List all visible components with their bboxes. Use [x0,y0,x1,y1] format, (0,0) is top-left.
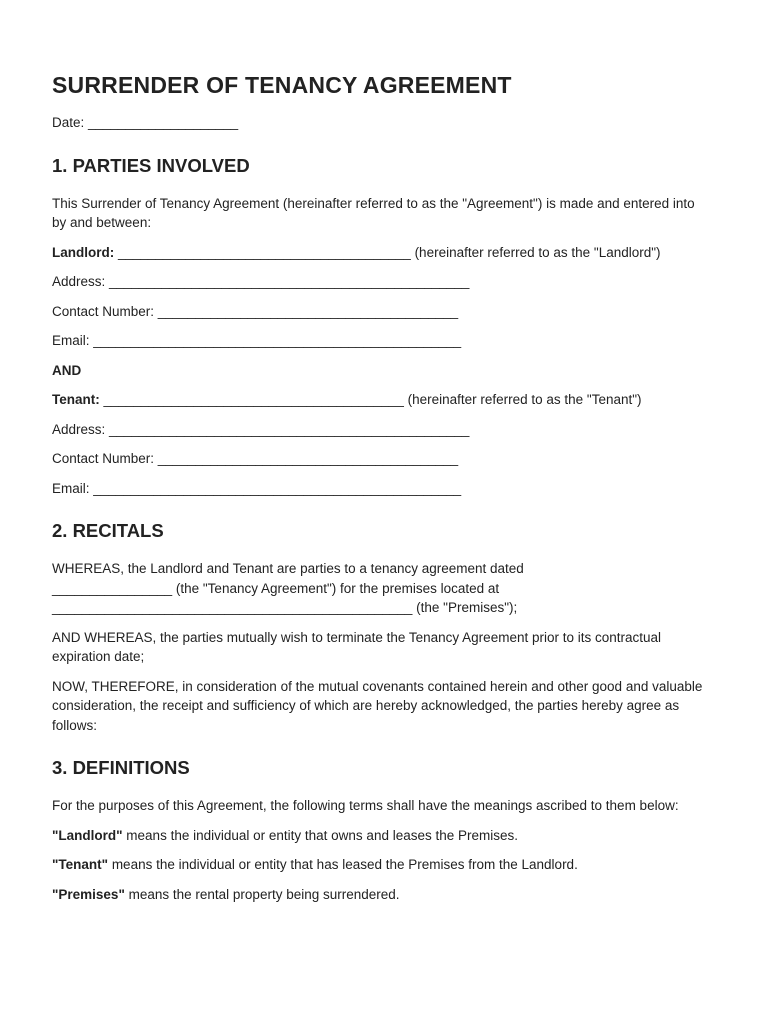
section-heading-recitals: 2. RECITALS [52,520,164,541]
parties-intro: This Surrender of Tenancy Agreement (hereinafter referred to as the "Agreement") is made and entered into by and between: [52,195,695,230]
definitions-intro: For the purposes of this Agreement, the following terms shall have the meanings ascribed to them below: [52,798,679,813]
date-line: Date: ____________________ [52,115,239,130]
tenant-contact: Contact Number: ________________________________________ [52,451,459,466]
landlord-email: Email: _________________________________________________ [52,333,462,348]
section-heading-definitions: 3. DEFINITIONS [52,757,190,778]
recital-1-line-2: ________________ (the "Tenancy Agreement") for the premises located at [52,580,500,596]
def-landlord: means the individual or entity that owns and leases the Premises. [122,827,519,843]
tenant-line [52,390,710,410]
section-parties [52,155,710,499]
definition-premises [52,885,710,905]
tenant-label: Tenant: [52,392,100,407]
definition-tenant [52,855,710,875]
recital-1-line-1: WHEREAS, the Landlord and Tenant are parties to a tenancy agreement dated [52,561,524,576]
term-tenant: "Tenant" [52,857,109,872]
landlord-blank: _______________________________________ (hereinafter referred to as the "Landlord") [114,244,661,260]
and-label: AND [52,362,82,378]
section-definitions [52,757,710,904]
tenant-email: Email: _________________________________________________ [52,480,462,496]
def-tenant: means the individual or entity that has leased the Premises from the Landlord. [108,857,578,872]
section-heading-parties: 1. PARTIES INVOLVED [52,154,250,176]
recital-1 [52,559,710,618]
landlord-line [52,243,710,263]
recital-3: NOW, THEREFORE, in consideration of the mutual covenants contained herein and other good and valuable consideration, the receipt and sufficiency of which are hereby acknowledged, the parties hereby agree as follows: [52,678,703,733]
section-recitals [52,520,710,735]
and-separator [52,361,710,381]
term-premises: "Premises" [52,886,125,902]
document-title: SURRENDER OF TENANCY AGREEMENT [52,72,512,98]
landlord-address: Address: ________________________________________________ [52,274,470,289]
recital-2: AND WHEREAS, the parties mutually wish to terminate the Tenancy Agreement prior to its contractual expiration date; [52,629,662,664]
recital-1-line-3: ________________________________________________ (the "Premises"); [52,600,518,615]
landlord-contact: Contact Number: ________________________________________ [52,303,459,319]
landlord-label: Landlord: [52,244,115,260]
def-premises: means the rental property being surrendered. [124,886,400,902]
tenant-address: Address: ________________________________________________ [52,421,470,437]
term-landlord: "Landlord" [52,827,123,843]
tenant-blank: ________________________________________ (hereinafter referred to as the "Tenant") [99,392,642,407]
definition-landlord [52,826,710,846]
